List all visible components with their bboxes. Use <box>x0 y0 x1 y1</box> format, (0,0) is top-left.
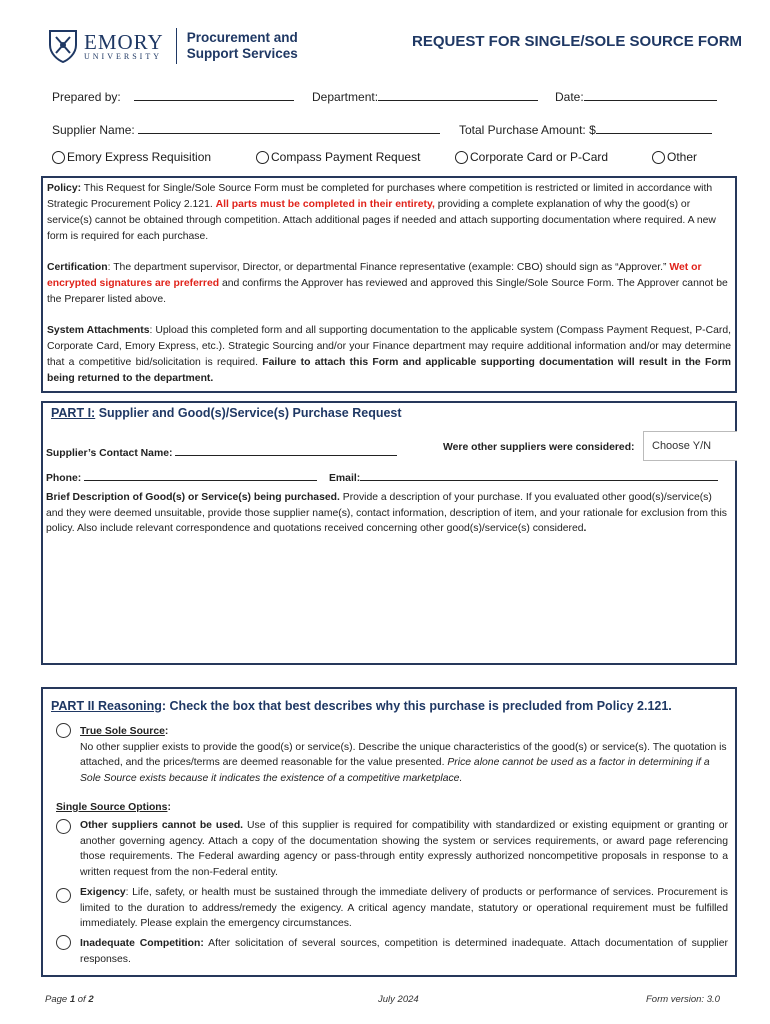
other-suppliers-option <box>80 818 728 880</box>
department-label: Department: <box>312 90 379 104</box>
page-header <box>0 0 770 80</box>
total-purchase-label: Total Purchase Amount: $ <box>459 123 596 137</box>
supplier-name-label: Supplier Name: <box>52 123 135 137</box>
exigency-text: : Life, safety, or health must be sustained through the immediate delivery of products or performance of services. Procurement is limited to the duration to address/remedy the exigency. A critical agency mandate, statutory or operational requirement must be fulfilled immediately. Please explain the emergency circumstances. <box>80 887 728 929</box>
policy-label: Policy: <box>47 183 82 194</box>
total-purchase-field[interactable] <box>459 122 712 137</box>
policy-box <box>41 176 737 393</box>
brief-description-end: . <box>583 523 587 534</box>
radio-compass-payment[interactable] <box>256 150 420 164</box>
inadequate-competition-radio[interactable] <box>56 935 71 950</box>
other-suppliers-label: Other suppliers cannot be used. <box>80 820 244 831</box>
inadequate-competition-option <box>80 936 728 967</box>
department-name <box>187 30 298 62</box>
email-field[interactable] <box>329 469 718 484</box>
true-sole-source-text: No other supplier exists to provide the good(s) or service(s). Describe the unique characteristics of the good(s) or service(s). The quotation is attached, and the prices/terms are deemed reasonable for the value presented. <box>80 741 727 768</box>
exigency-option <box>80 885 728 932</box>
phone-label: Phone: <box>46 473 82 484</box>
date-line[interactable] <box>584 89 717 101</box>
total-purchase-line[interactable] <box>596 122 712 134</box>
policy-red-text: All parts must be completed in their entirety, <box>215 199 435 210</box>
prepared-by-line[interactable] <box>134 89 294 101</box>
email-label: Email: <box>329 473 361 484</box>
university-name: EMORY <box>84 29 164 54</box>
page-number: Page 1 of 2 <box>45 994 94 1005</box>
certification-label: Certification <box>47 262 108 273</box>
phone-field[interactable] <box>46 469 317 484</box>
supplier-name-field[interactable] <box>52 122 440 137</box>
certification-text: and confirms the Approver has reviewed and approved this Single/Sole Source Form. The Approver cannot be the Preparer listed above. <box>47 278 728 305</box>
exigency-label: Exigency <box>80 887 126 898</box>
policy-text: This Request for Single/Sole Source Form must be completed for purchases where competition is restricted or limited in accordance with Strategic Procurement Policy 2.121. <box>47 183 713 210</box>
true-sole-source-radio[interactable] <box>56 723 71 738</box>
true-sole-source-note: Price alone cannot be used as a factor in determining if a Sole Source exists because it indicates the existence of a competitive marketplace. <box>80 757 710 784</box>
part1-heading-text: Supplier and Good(s)/Service(s) Purchase Request <box>95 406 402 420</box>
logo-divider <box>176 28 177 64</box>
radio-label: Compass Payment Request <box>271 150 421 164</box>
brief-description[interactable] <box>46 490 732 537</box>
part2-heading <box>51 699 672 713</box>
prepared-by-field[interactable] <box>52 89 294 104</box>
department-line2: Support Services <box>186 46 298 61</box>
part2-heading-text: : Check the box that best describes why this purchase is precluded from Policy 2.121. <box>161 699 672 713</box>
phone-line[interactable] <box>84 469 317 481</box>
others-considered-label: Were other suppliers were considered: <box>443 442 635 453</box>
footer-date: July 2024 <box>378 994 419 1005</box>
inadequate-competition-text: After solicitation of several sources, competition is determined inadequate. Attach documentation of supplier responses. <box>80 938 728 965</box>
emory-shield-icon <box>48 29 78 63</box>
radio-circle-icon[interactable] <box>52 151 65 164</box>
attachments-label: System Attachments <box>47 325 150 336</box>
emory-wordmark <box>84 29 164 61</box>
attachments-bold-text: Failure to attach this Form and applicable supporting documentation will result in the Form being returned to the department. <box>47 357 731 384</box>
radio-circle-icon[interactable] <box>652 151 665 164</box>
brief-description-label: Brief Description of Good(s) or Service(s) being purchased. <box>46 492 340 503</box>
part2-heading-prefix: PART II Reasoning <box>51 699 162 713</box>
true-sole-source-label: True Sole Source <box>80 726 165 737</box>
other-suppliers-text: Use of this supplier is required for compatibility with standardized or existing equipment or granting or another governing agency. Attach a copy of the documentation showing the system or services requirements, or award page referencing those requirements. The Federal awarding agency or pass-through entity expressly authorized noncompetitive proposals in response to a written request from the non-Federal entity. <box>80 820 728 878</box>
contact-name-line[interactable] <box>175 444 397 456</box>
radio-label: Emory Express Requisition <box>67 150 212 164</box>
attachments-paragraph <box>47 323 731 387</box>
emory-logo <box>48 28 298 64</box>
department-line1: Procurement and <box>186 30 298 45</box>
contact-name-label: Supplier’s Contact Name: <box>46 448 173 459</box>
policy-paragraph <box>47 181 731 245</box>
part1-heading-prefix: PART I: <box>51 406 96 420</box>
part1-box <box>41 401 737 665</box>
radio-circle-icon[interactable] <box>455 151 468 164</box>
yes-no-select[interactable]: Choose Y/N <box>643 431 737 461</box>
radio-circle-icon[interactable] <box>256 151 269 164</box>
true-sole-source-option: True Sole Source: No other supplier exists to provide the good(s) or service(s). Describe the unique characteristics of the good(s) or service(s). The quotation is attached, and the prices/terms are deemed reasonable for the value presented. Price alone cannot be used as a factor in determining if a Sole Source exists because it indicates the existence of a competitive marketplace. <box>80 726 727 784</box>
radio-corporate-card[interactable] <box>455 150 608 164</box>
supplier-name-line[interactable] <box>138 122 440 134</box>
single-source-options-heading: Single Source Options: <box>56 802 171 813</box>
form-title: REQUEST FOR SINGLE/SOLE SOURCE FORM <box>412 33 743 50</box>
certification-paragraph <box>47 260 731 308</box>
part2-box <box>41 687 737 977</box>
certification-red-text: Wet or encrypted signatures are preferred <box>47 262 702 289</box>
radio-other[interactable] <box>652 150 697 164</box>
radio-label: Other <box>667 150 698 164</box>
form-version: Form version: 3.0 <box>646 994 720 1005</box>
department-field[interactable] <box>312 89 538 104</box>
radio-emory-express[interactable] <box>52 150 211 164</box>
exigency-radio[interactable] <box>56 888 71 903</box>
university-sub: UNIVERSITY <box>84 51 162 61</box>
inadequate-competition-label: Inadequate Competition: <box>80 938 204 949</box>
part1-heading <box>51 406 402 420</box>
department-line[interactable] <box>378 89 538 101</box>
other-suppliers-radio[interactable] <box>56 819 71 834</box>
date-label: Date: <box>555 90 584 104</box>
date-field[interactable] <box>555 89 717 104</box>
policy-text: providing a complete explanation of why the good(s) or service(s) cannot be obtained through competition. Attach additional pages if needed and attach supporting documentation where required. A new form is required for each purchase. <box>47 199 716 242</box>
brief-description-text: Provide a description of your purchase. If you evaluated other good(s)/service(s) and they were deemed unsuitable, provide those supplier name(s), contact information, description of item, and your rationale for exclusion from this policy. Also include relevant correspondence and quotations received concerning other good(s)/service(s) considered <box>46 492 727 534</box>
radio-label: Corporate Card or P-Card <box>470 150 609 164</box>
attachments-text: : Upload this completed form and all supporting documentation to the applicable system (Compass Payment Request, P-Card, Corporate Card, Emory Express, etc.). Strategic Sourcing and/or your Finance department may require additional information and/or may determine that a competitive bid/solicitation is required. <box>47 325 731 368</box>
certification-text: : The department supervisor, Director, or departmental Finance representative (example: CBO) should sign as “Approver.” <box>107 262 670 273</box>
email-line[interactable] <box>360 469 718 481</box>
contact-name-field[interactable] <box>46 444 397 459</box>
prepared-by-label: Prepared by: <box>52 90 121 104</box>
